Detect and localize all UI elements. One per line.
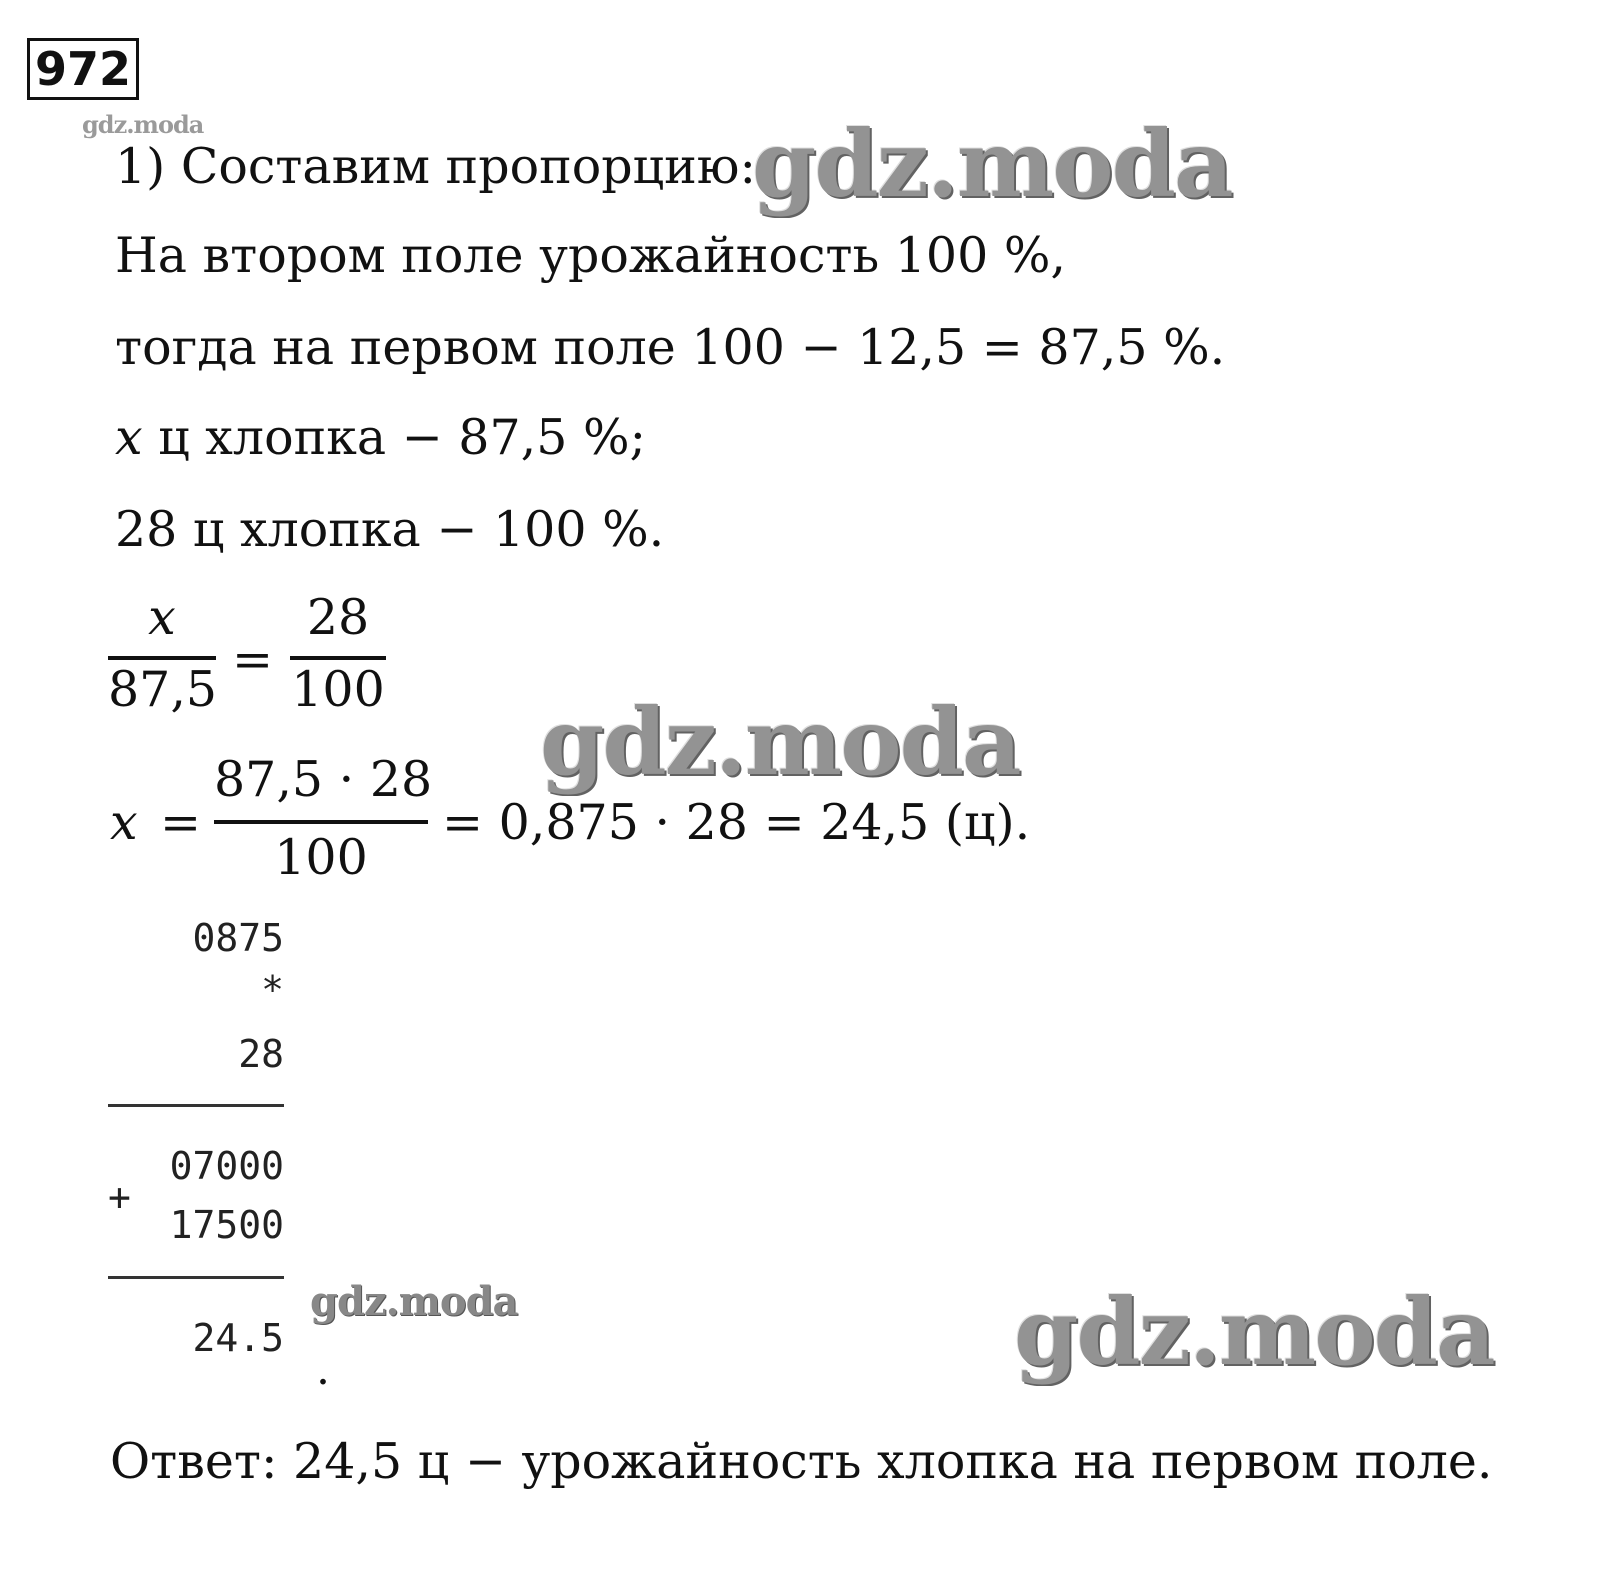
- watermark-large-3: gdz.moda: [1014, 1278, 1494, 1386]
- solution-equals: =: [160, 794, 202, 851]
- fraction-numerator: 28: [306, 589, 370, 646]
- variable-x: x: [115, 409, 143, 466]
- line-first-field: тогда на первом поле 100 − 12,5 = 87,5 %.: [115, 319, 1226, 376]
- column-multiplier: 28: [238, 1032, 284, 1076]
- column-operator-plus: +: [108, 1175, 131, 1219]
- column-partial-product-1: 07000: [169, 1144, 284, 1188]
- fraction-denominator: 87,5: [108, 661, 218, 718]
- line-second-field: На втором поле урожайность 100 %,: [115, 227, 1066, 284]
- fraction-bar: [290, 656, 386, 660]
- column-multiplicand: 0875: [192, 916, 284, 960]
- equals-sign: =: [232, 631, 274, 688]
- column-partial-product-2: 17500: [169, 1203, 284, 1247]
- line-28-cotton: 28 ц хлопка − 100 %.: [115, 501, 665, 558]
- fraction-numerator: 87,5 · 28: [214, 751, 433, 808]
- fraction-bar: [214, 820, 428, 824]
- watermark-medium: gdz.moda: [310, 1278, 518, 1325]
- column-dot: .: [316, 1344, 330, 1395]
- fraction-denominator: 100: [291, 661, 385, 718]
- fraction-x-over-87-5: [108, 590, 216, 730]
- fraction-denominator: 100: [274, 829, 368, 886]
- watermark-large-2: gdz.moda: [540, 688, 1020, 796]
- watermark-small-top: gdz.moda: [82, 110, 204, 139]
- fraction-bar: [108, 656, 216, 660]
- solution-result: = 0,875 · 28 = 24,5 (ц).: [442, 794, 1031, 851]
- fraction-solution: [214, 751, 433, 892]
- fraction-28-over-100: [290, 590, 386, 730]
- line-compose-proportion: 1) Составим пропорцию:: [115, 138, 756, 195]
- column-rule-1: [108, 1104, 284, 1107]
- column-result: 24.5: [192, 1316, 284, 1360]
- column-operator-multiply: *: [261, 968, 284, 1012]
- answer-line: Ответ: 24,5 ц − урожайность хлопка на первом поле.: [110, 1433, 1493, 1490]
- line-x-cotton-rest: ц хлопка − 87,5 %;: [142, 409, 647, 466]
- line-x-cotton: [115, 408, 646, 468]
- solution-variable-x: x: [110, 794, 138, 851]
- fraction-numerator: x: [148, 589, 176, 646]
- task-number: 972: [27, 38, 139, 100]
- column-rule-2: [108, 1276, 284, 1279]
- watermark-large-1: gdz.moda: [752, 110, 1232, 218]
